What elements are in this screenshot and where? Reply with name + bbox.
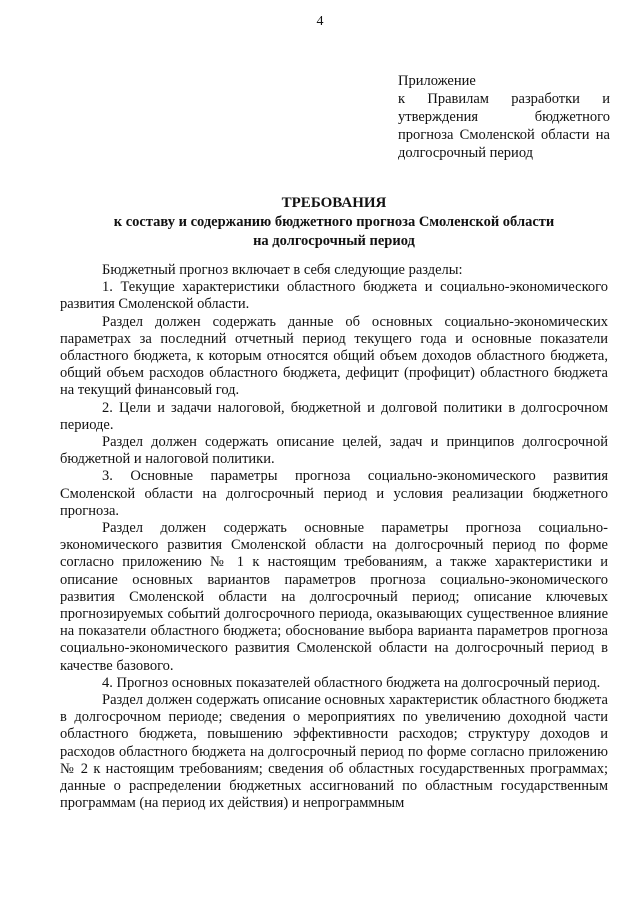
paragraph: 4. Прогноз основных показателей областного бюджета на долгосрочный период. (102, 674, 601, 691)
appendix-line: долгосрочный период (398, 145, 534, 161)
document-body (60, 262, 608, 813)
page-number: 4 (316, 14, 324, 29)
appendix-line: прогноза Смоленской области на (398, 127, 610, 143)
paragraph: Бюджетный прогноз включает в себя следующие разделы: (102, 262, 463, 278)
paragraph: 2. Цели и задачи налоговой, бюджетной и долговой политики в долгосрочном периоде. (60, 399, 608, 433)
paragraph: 1. Текущие характеристики областного бюджета и социально-экономического развития Смоленской области. (60, 279, 608, 313)
document-title (60, 194, 608, 251)
appendix-note (398, 72, 610, 162)
appendix-line: Приложение (398, 73, 476, 89)
paragraph: Раздел должен содержать данные об основных социально-экономических параметрах за последний отчетный период текущего года и основные показатели областного бюджета, к которым относятся общий объем доходов областного бюджета, общий объем расходов областного бюджета, дефицит (профицит) областного бюджета на текущий финансовый год. (60, 313, 608, 399)
title-subtitle-line: к составу и содержанию бюджетного прогноза Смоленской области (113, 214, 555, 230)
title-main: ТРЕБОВАНИЯ (281, 195, 387, 211)
paragraph: Раздел должен содержать основные параметры прогноза социально-экономического развития Смоленской области на долгосрочный период по форме согласно приложению № 1 к настоящим требованиям, а также характеристики и описание основных вариантов параметров прогноза социально-экономического развития Смоленской области на долгосрочный период; описание ключевых прогнозируемых событий долгосрочного периода, оказывающих существенное влияние на показатели областного бюджета; обоснование выбора варианта параметров прогноза социально-экономического развития Смоленской области на долгосрочный период в качестве базового. (60, 520, 608, 674)
appendix-line: к Правилам разработки и (398, 91, 610, 107)
title-subtitle-line: на долгосрочный период (253, 233, 415, 249)
paragraph: 3. Основные параметры прогноза социально-экономического развития Смоленской области на долгосрочный период и условия реализации бюджетного прогноза. (60, 468, 608, 519)
paragraph: Раздел должен содержать описание целей, задач и принципов долгосрочной бюджетной и налоговой политики. (60, 434, 608, 468)
appendix-line: утверждения бюджетного (398, 109, 610, 125)
paragraph: Раздел должен содержать описание основных характеристик областного бюджета в долгосрочном периоде; сведения о мероприятиях по увеличению доходной части областного бюджета, повышению эффективности расходов; структуру доходов и расходов областного бюджета на долгосрочный период по форме согласно приложению № 2 к настоящим требованиям; сведения об областных государственных программах; данные о распределении бюджетных ассигнований по областным государственным программам (на период их действия) и непрограммным (60, 692, 608, 812)
